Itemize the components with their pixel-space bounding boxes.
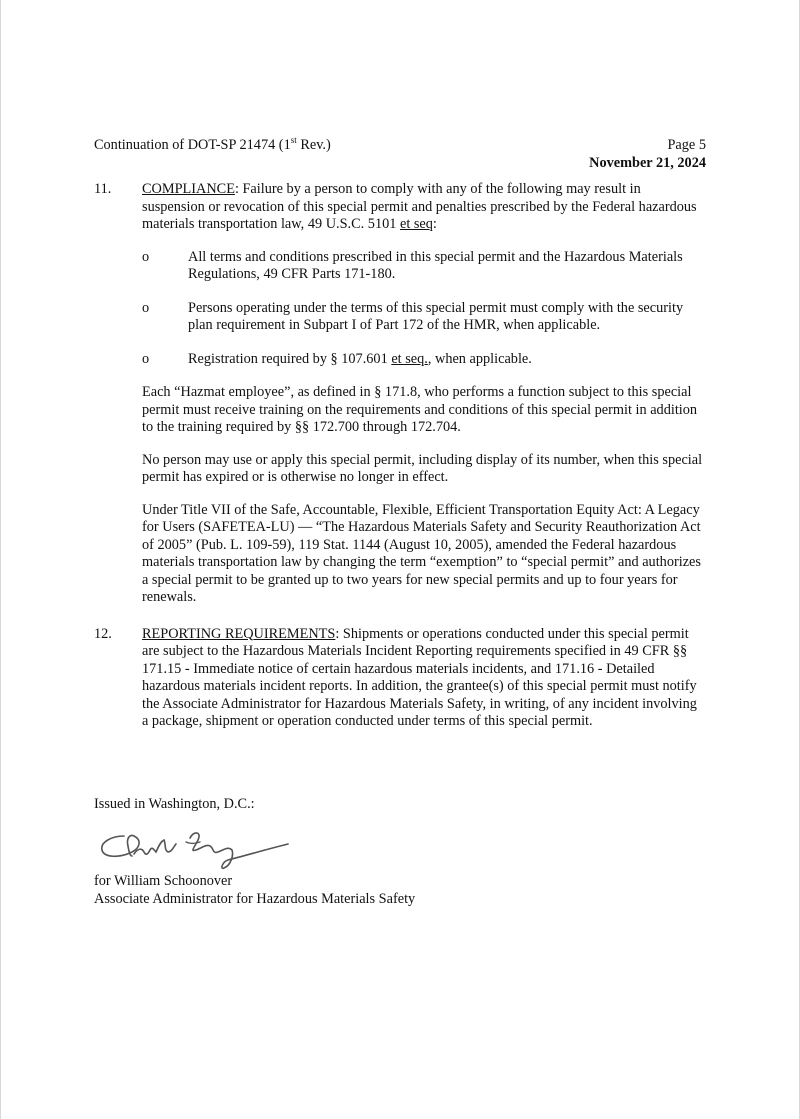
signature-block [94,873,415,908]
section-compliance [94,181,706,607]
document-date: November 21, 2024 [589,154,706,171]
expiry-paragraph: No person may use or apply this special permit, including display of its number, when this special permit has expired or is otherwise no longer in effect. [142,451,703,485]
page-number: Page 5 [667,137,706,153]
header-page-info [589,137,706,172]
handwritten-signature-icon [94,818,294,874]
reporting-paragraph: REPORTING REQUIREMENTS: Shipments or operations conducted under this special permit are subject to the Hazardous Materials Incident Reporting requirements specified in 49 CFR §§ 171.15 - Immediate notice of certain hazardous materials incidents, and 171.16 - Detailed hazardous materials incident reports. In addition, the grantee(s) of this special permit must notify the Associate Administrator for Hazardous Materials Safety, in writing, of any incident involving a package, shipment or operation conducted under terms of this special permit. [142,625,697,729]
page-edge-left [0,0,1,1119]
document-page [94,137,706,731]
section-heading: REPORTING REQUIREMENTS [142,625,336,642]
signer-name: for William Schoonover [94,873,233,889]
compliance-intro: COMPLIANCE: Failure by a person to comply with any of the following may result in suspension or revocation of this special permit and penalties prescribed by the Federal hazardous materials transportation law, 49 U.S.C. 5101 et seq: [142,181,697,232]
list-item: o Registration required by § 107.601 et seq., when applicable. [142,350,532,367]
list-item: o All terms and conditions prescribed in this special permit and the Hazardous Materials Regulations, 49 CFR Parts 171-180. [142,248,683,282]
safetea-lu-paragraph: Under Title VII of the Safe, Accountable, Flexible, Efficient Transportation Equity Act: A Legacy for Users (SAFETEA-LU) — “The Hazardous Materials Safety and Security Reauthorization Act of 2005” (Pub. L. 109-59), 119 Stat. 1144 (August 10, 2005), amended the Federal hazardous materials transportation law by changing the term “exemption” to “special permit” and authorizes a special permit to be granted up to two years for new special permits and up to four years for renewals. [142,501,701,605]
signer-title: Associate Administrator for Hazardous Materials Safety [94,890,416,907]
header-permit-reference: Continuation of DOT-SP 21474 (1st Rev.) [94,135,331,153]
page-header [94,137,706,173]
section-number: 11. [94,181,112,197]
compliance-list [142,249,706,369]
issued-location: Issued in Washington, D.C.: [94,796,255,812]
section-reporting-requirements [94,626,706,731]
training-paragraph: Each “Hazmat employee”, as defined in § 171.8, who performs a function subject to this special permit must receive training on the requirements and conditions of this special permit in addition to the training required by §§ 172.700 through 172.704. [142,384,698,435]
list-item: o Persons operating under the terms of this special permit must comply with the security plan requirement in Subpart I of Part 172 of the HMR, when applicable. [142,299,684,333]
section-number: 12. [94,625,112,642]
section-heading: COMPLIANCE [142,181,235,197]
